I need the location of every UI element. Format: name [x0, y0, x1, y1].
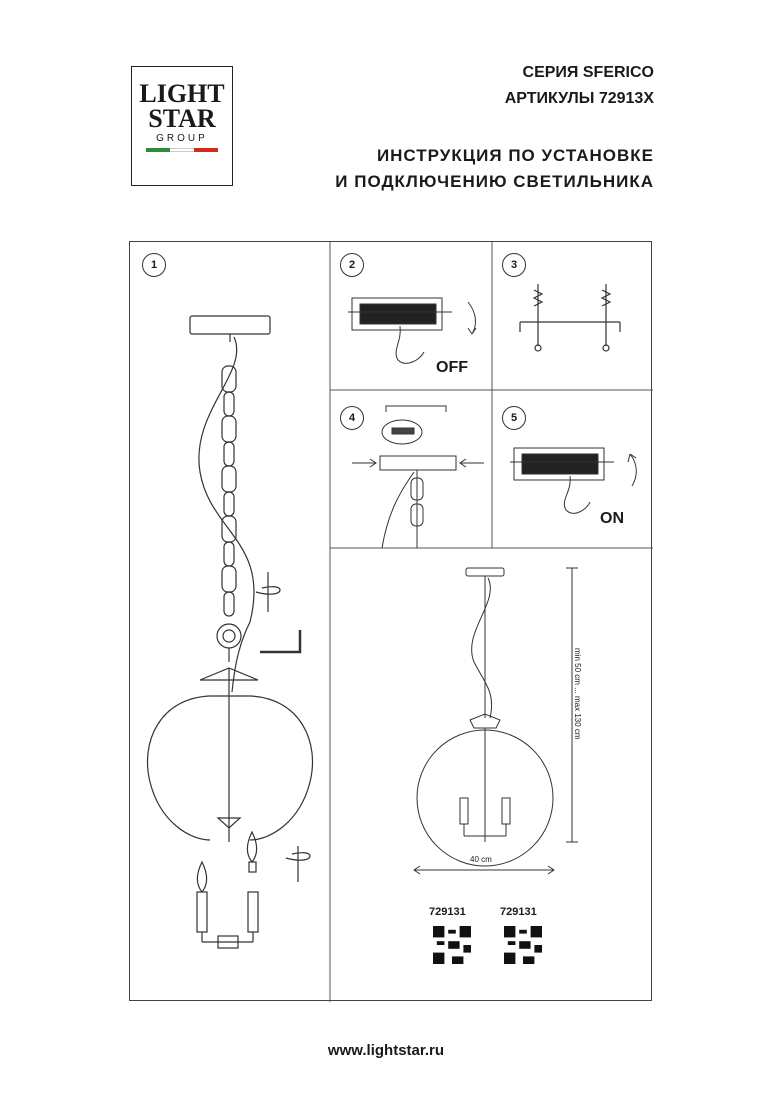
- step-5-number: 5: [502, 406, 526, 430]
- instruction-title-line-2: И ПОДКЛЮЧЕНИЮ СВЕТИЛЬНИКА: [335, 172, 654, 191]
- off-label: OFF: [436, 359, 468, 376]
- website-link[interactable]: www.lightstar.ru: [327, 1042, 445, 1059]
- logo-line-1: LIGHT: [139, 79, 225, 108]
- step-2-number: 2: [340, 253, 364, 277]
- on-label: ON: [600, 510, 624, 527]
- qr-code-icon: [433, 926, 471, 964]
- article-code-2: 729131: [500, 906, 537, 918]
- width-dimension-label: 40 cm: [470, 855, 492, 864]
- height-dimension-label: min 50 cm ... max 130 cm: [573, 648, 582, 740]
- step-1-drawing: [148, 316, 313, 948]
- articles-heading: АРТИКУЛЫ 72913X: [504, 90, 654, 107]
- brand-logo: [131, 66, 233, 186]
- logo-line-3: GROUP: [156, 133, 208, 144]
- step-3-number: 3: [502, 253, 526, 277]
- assembled-lamp-drawing: [414, 568, 578, 874]
- step-2-drawing: [348, 298, 476, 363]
- series-heading: СЕРИЯ SFERICO: [522, 64, 654, 81]
- step-4-number: 4: [340, 406, 364, 430]
- italian-flag-icon: [146, 148, 218, 152]
- instruction-drawings: [130, 242, 653, 1002]
- article-code-1: 729131: [429, 906, 466, 918]
- step-4-drawing: [352, 406, 484, 548]
- instruction-frame: [129, 241, 652, 1001]
- instruction-title-line-1: ИНСТРУКЦИЯ ПО УСТАНОВКЕ: [376, 146, 654, 165]
- step-5-drawing: [510, 448, 636, 513]
- step-1-number: 1: [142, 253, 166, 277]
- step-3-drawing: [520, 284, 620, 351]
- logo-line-2: STAR: [148, 104, 216, 133]
- qr-code-icon: [504, 926, 542, 964]
